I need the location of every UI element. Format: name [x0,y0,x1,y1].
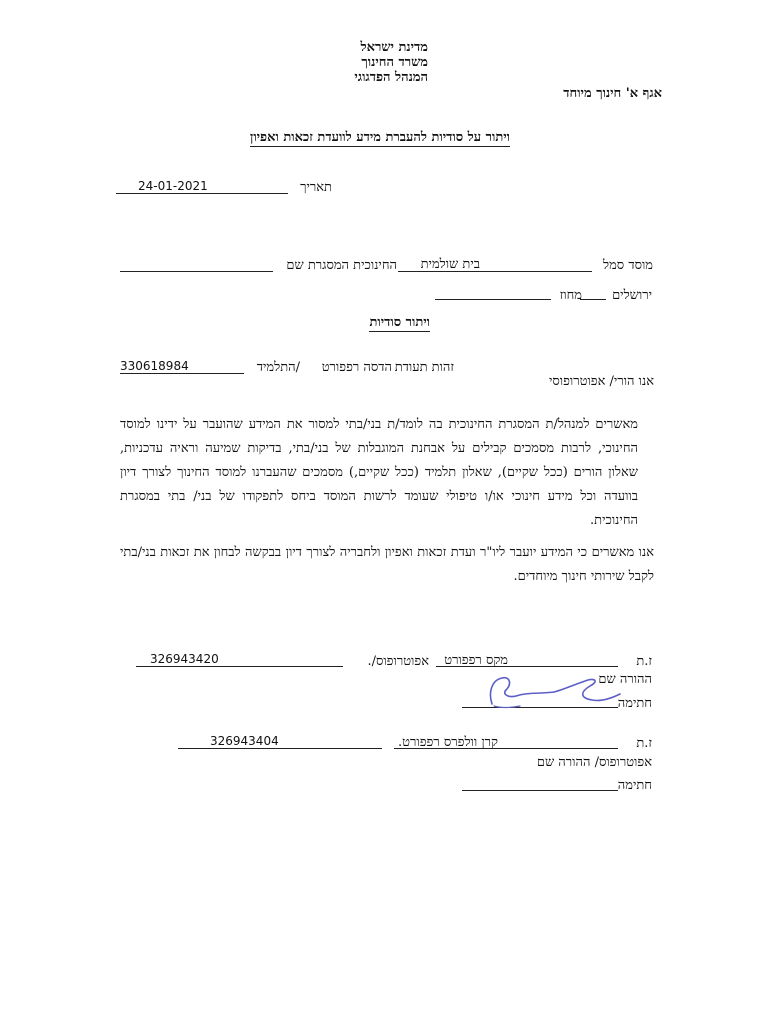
student-name-value: הדסה רפפורט [321,360,392,375]
student-id-label: זהות תעודת [394,360,454,375]
parent1-name-value: מקס רפפורט [444,653,508,668]
date-line [116,193,288,194]
section-title-text: ויתור סודיות [369,315,430,330]
date-label: תאריך [300,180,332,195]
consent-paragraph-1: מאשרים למנהל/ת המסגרת החינוכית בה לומד/ת בני/בתי למסור את המידע שהועבר על ידינו למוסד החינוכי, לרבות מסמכים קבילים על אבחנת המוגבלות של בני/בתי, בדיקות שמיעה וראיה עדכניות, שאלון הורים (ככל שקיים), שאלון תלמיד (ככל שקיים,) מסמכים שהעברנו למוסד החינוך לצורך דיון בוועדה וכל מידע חינוכי או/ו טיפולי שעומד לרשות המוסד ביחס לתפקודו של בני/ בתי במסגרת החינוכית. [120,417,638,528]
institution-name-value: בית שולמית [420,257,480,272]
city-line [580,299,606,300]
parent1-guardian-label: אפוטרופוס/. [367,654,429,669]
parent1-parent-name-label: ההורה שם [598,672,652,687]
department-name: אגף א' חינוך מיוחד [563,86,662,101]
city-value: ירושלים [612,288,652,303]
state-name: מדינת ישראל [360,40,428,55]
parent2-id-label: ז.ת [636,736,652,751]
consent-paragraph-2: אנו מאשרים כי המידע יועבר ליו"ר ועדת זכאות ואפיון ולחבריה לצורך דיון בבקשה לבחון את זכאות בני/בתי לקבל שירותי חינוך מיוחדים. [120,545,654,584]
institution-symbol-label: מוסד סמל [603,258,653,273]
parent2-guardian-label: אפוטרופוס/ ההורה שם [536,755,652,770]
district-line [435,299,551,300]
parent2-id-line [178,748,382,749]
district-label: מחוז [559,288,582,303]
parent1-signature-label: חתימה [617,696,652,711]
date-value: 24-01-2021 [138,179,208,193]
parents-label: אנו הורי/ אפוטרופוסי [548,374,654,389]
institution-framework-line [120,271,273,272]
parent1-signature [480,670,625,712]
ministry-name: משרד החינוך [361,55,428,70]
parent2-signature-label: חתימה [617,778,652,793]
document-title-text: ויתור על סודיות להעברת מידע לוועדת זכאות ואפיון [250,130,510,145]
student-label: /התלמיד [256,360,300,375]
parent2-name-value: קרן וולפרס רפפורט. [398,735,498,750]
parent1-id-line [136,666,343,667]
parent2-id-value: 326943404 [210,734,279,748]
document-title [200,131,560,144]
institution-framework-label: החינוכית המסגרת שם [286,258,397,273]
section-title [330,316,430,329]
parent1-id-value: 326943420 [150,652,219,666]
student-id-value: 330618984 [120,359,189,373]
parent1-id-label: ז.ת [636,654,652,669]
student-id-line [120,373,244,374]
administration-name: המנהל הפדגוגי [354,70,428,85]
parent2-signature-line [462,790,618,791]
